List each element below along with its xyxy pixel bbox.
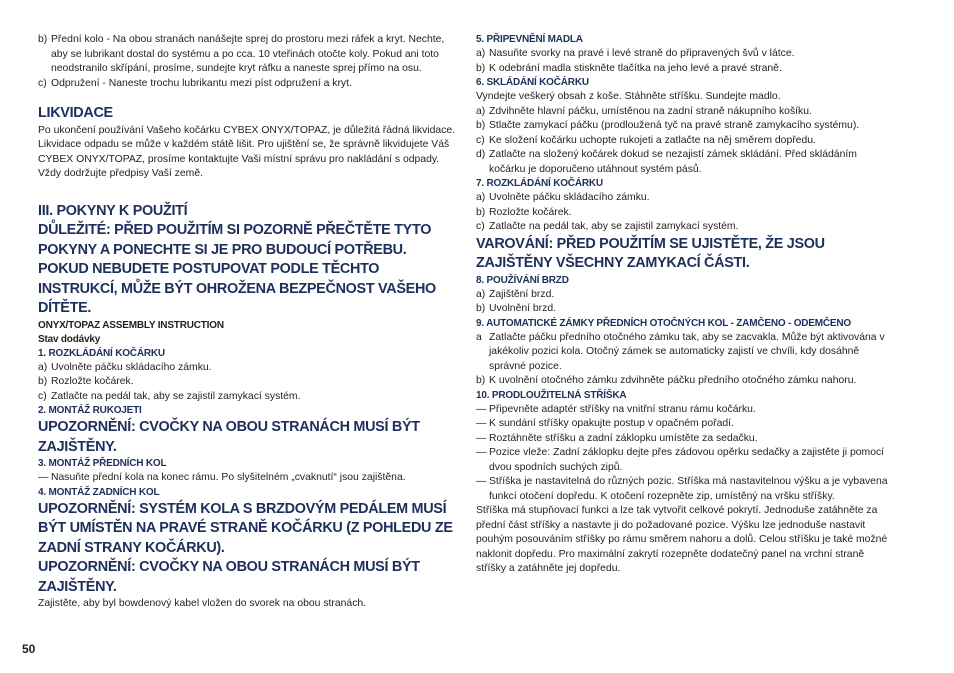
step-heading: 3. MONTÁŽ PŘEDNÍCH KOL	[38, 458, 167, 469]
list-text: Rozložte kočárek.	[51, 376, 134, 387]
step-heading: 2. MONTÁŽ RUKOJETI	[38, 405, 142, 416]
list-item	[476, 220, 896, 235]
step-heading: 5. PŘIPEVNĚNÍ MADLA	[476, 34, 583, 45]
list-text: Ke složení kočárku uchopte rukojeti a zatlačte na něj směrem dopředu.	[489, 134, 816, 146]
list-item	[38, 390, 460, 405]
body-text: Stříška má stupňovací funkci a lze tak vytvořit celkové pokrytí. Jednoduše zatáhněte za přední část stříšky a nastavte ji do požadované pozice. Výšku lze jednoduše nastavit pouhým posouváním stříšky po rámu směrem nahoru a dolů. Celou stříšku je také možné naklonit dopředu. Pro maximální zakrytí rozepněte dodatečný panel na vrchní straně stříšky a zatáhněte jej dopředu.	[476, 505, 888, 574]
list-item	[476, 134, 896, 149]
list-item	[476, 288, 896, 303]
list-item	[38, 33, 460, 77]
list-item	[476, 417, 896, 432]
list-item	[38, 375, 460, 390]
list-marker: —	[476, 476, 487, 487]
list-item	[476, 47, 896, 62]
list-marker: —	[476, 432, 487, 444]
list-marker: b)	[38, 376, 48, 387]
list-item	[476, 432, 896, 447]
warning-text: UPOZORNĚNÍ: CVOČKY NA OBOU STRANÁCH MUSÍ BÝT ZAJIŠTĚNY.	[38, 419, 420, 455]
warning-text: UPOZORNĚNÍ: SYSTÉM KOLA S BRZDOVÝM PEDÁLEM MUSÍ BÝT UMÍSTĚN NA PRAVÉ STRANĚ KOČÁRKU (Z POHLEDU ZE ZADNÍ STRANY KOČÁRKU).	[38, 500, 453, 556]
list-marker: b)	[476, 120, 486, 131]
list-item	[476, 331, 896, 375]
list-text: Uvolněte páčku skládacího zámku.	[51, 361, 212, 373]
list-marker: a)	[476, 192, 486, 203]
list-text: K odebrání madla stiskněte tlačítka na jeho levé a pravé straně.	[489, 62, 782, 74]
important-warning: DŮLEŽITÉ: PŘED POUŽITÍM SI POZORNĚ PŘEČTĚTE TYTO POKYNY A PONECHTE SI JE PRO BUDOUCÍ POTŘEBU. POKUD NEBUDETE POSTUPOVAT PODLE TĚCHTO INSTRUKCÍ, MŮŽE BÝT OHROŽENA BEZPEČNOST VAŠEHO DÍTĚTE.	[38, 222, 436, 316]
list-marker: a)	[38, 361, 48, 373]
list-item	[476, 191, 896, 206]
list-text: Připevněte adaptér stříšky na vnitřní stranu rámu kočárku.	[489, 403, 756, 415]
likvidace-text: Po ukončení používání Vašeho kočárku CYBEX ONYX/TOPAZ, je důležitá řádná likvidace. Likvidace odpadu se může v každém státě lišit. Pro ujištění se, že správně likvidujete Váš CYBEX ONYX/TOPAZ, prosíme kontaktujte Vaši místní správu pro nakládání s odpady. Vždy dodržujte předpisy Vaší země.	[38, 124, 455, 179]
list-marker: b)	[476, 62, 486, 74]
list-text: Zatlačte páčku předního otočného zámku tak, aby se zacvakla. Může být aktivována v jakékoliv pozici kola. Otočný zámek se automaticky zajistí ve chvíli, kdy dosáhně správné pozice.	[489, 331, 885, 372]
step-heading: 7. ROZKLÁDÁNÍ KOČÁRKU	[476, 178, 603, 189]
assembly-heading: ONYX/TOPAZ ASSEMBLY INSTRUCTION	[38, 319, 224, 331]
page-number: 50	[22, 642, 36, 656]
left-column	[38, 33, 460, 612]
list-text: Nasuňte svorky na pravé i levé straně do připravených švů v látce.	[489, 48, 795, 59]
list-marker: a)	[476, 105, 486, 117]
step-heading: 10. PRODLOUŽITELNÁ STŘÍŠKA	[476, 389, 627, 401]
list-marker: —	[476, 418, 487, 429]
list-item	[38, 361, 460, 376]
list-marker: b)	[38, 34, 48, 45]
step-heading: 8. POUŽÍVÁNÍ BRZD	[476, 274, 569, 286]
list-marker: b)	[476, 375, 486, 386]
list-text: Zdvihněte hlavní páčku, umístěnou na zadní straně nákupního košíku.	[489, 105, 812, 117]
list-text: Stříška je nastavitelná do různých pozic. Stříška má nastavitelnou výšku a je vybavena funkcí otočení dopředu. K otočení rozepněte zip, umístěný na vršku stříšky.	[489, 476, 888, 502]
list-marker: c)	[476, 221, 485, 232]
list-marker: c)	[38, 390, 47, 402]
list-marker: d)	[476, 149, 486, 160]
body-text: Zajistěte, aby byl bowdenový kabel vložen do svorek na obou stranách.	[38, 598, 367, 609]
warning-text: VAROVÁNÍ: PŘED POUŽITÍM SE UJISTĚTE, ŽE JSOU ZAJIŠTĚNY VŠECHNY ZAMYKACÍ ČÁSTI.	[476, 235, 825, 271]
section-title: III. POKYNY K POUŽITÍ	[38, 202, 188, 219]
delivery-heading: Stav dodávky	[38, 333, 101, 345]
list-item	[476, 475, 896, 504]
list-marker: —	[38, 472, 49, 483]
likvidace-heading: LIKVIDACE	[38, 105, 113, 121]
list-item	[476, 62, 896, 77]
list-item	[476, 206, 896, 221]
list-item	[476, 105, 896, 120]
list-marker: c)	[38, 77, 47, 89]
list-text: Odpružení - Naneste trochu lubrikantu mezi píst odpružení a kryt.	[51, 77, 352, 89]
list-text: Zajištění brzd.	[489, 288, 555, 300]
step-heading: 6. SKLÁDÁNÍ KOČÁRKU	[476, 77, 589, 88]
list-marker: b)	[476, 206, 486, 218]
step-heading: 1. ROZKLÁDÁNÍ KOČÁRKU	[38, 347, 165, 359]
list-item	[38, 77, 460, 92]
step-heading: 4. MONTÁŽ ZADNÍCH KOL	[38, 486, 160, 498]
list-item	[38, 471, 460, 486]
body-text: Vyndejte veškerý obsah z koše. Stáhněte stříšku. Sundejte madlo.	[476, 91, 781, 102]
list-text: Roztáhněte stříšku a zadní záklopku umístěte za sedačku.	[489, 432, 758, 444]
list-text: Zatlačte na pedál tak, aby se zajistil zamykací systém.	[489, 221, 739, 232]
list-item	[476, 302, 896, 317]
list-text: K sundání stříšky opakujte postup v opačném pořadí.	[489, 418, 734, 429]
list-text: Uvolněte páčku skládacího zámku.	[489, 192, 650, 203]
list-marker: b)	[476, 303, 486, 314]
list-marker: —	[476, 403, 487, 415]
list-text: Rozložte kočárek.	[489, 206, 572, 218]
list-item	[476, 148, 896, 177]
list-marker: a)	[476, 288, 486, 300]
list-marker: a)	[476, 48, 486, 59]
right-column	[476, 33, 896, 577]
warning-text: UPOZORNĚNÍ: CVOČKY NA OBOU STRANÁCH MUSÍ BÝT ZAJIŠTĚNY.	[38, 559, 420, 595]
list-text: Nasuňte přední kola na konec rámu. Po slyšitelném „cvaknutí“ jsou zajištěna.	[51, 472, 406, 483]
list-text: Zatlačte na složený kočárek dokud se nezajistí zámek skládání. Před skládáním kočárku je doporučeno utáhnout systém pásů.	[489, 149, 857, 175]
list-item	[476, 119, 896, 134]
list-text: Stlačte zamykací páčku (prodloužená tyč na pravé straně zamykacího systému).	[489, 120, 860, 131]
list-item	[476, 374, 896, 389]
list-text: Zatlačte na pedál tak, aby se zajistil zamykací systém.	[51, 390, 301, 402]
list-marker: a	[476, 331, 482, 343]
list-text: Pozice vleže: Zadní záklopku dejte přes zádovou opěrku sedačky a zajistěte ji pomocí dvou spodních suchých zipů.	[489, 447, 885, 473]
list-marker: —	[476, 447, 487, 458]
list-item	[476, 446, 896, 475]
list-item	[476, 403, 896, 418]
list-text: Uvolnění brzd.	[489, 303, 556, 314]
list-text: Přední kolo - Na obou stranách nanášejte sprej do prostoru mezi ráfek a kryt. Nechte, aby se lubrikant dostal do systému a po cca. 10 vteřinách otočte koly. Pokud ani toto neodstranilo skřípání, prosíme, sundejte kryt ráfku a naneste sprej přímo na osu.	[51, 34, 445, 74]
list-marker: c)	[476, 134, 485, 146]
list-text: K uvolnění otočného zámku zdvihněte páčku předního otočného zámku nahoru.	[489, 375, 857, 386]
step-heading: 9. AUTOMATICKÉ ZÁMKY PŘEDNÍCH OTOČNÝCH KOL - ZAMČENO - ODEMČENO	[476, 317, 852, 329]
